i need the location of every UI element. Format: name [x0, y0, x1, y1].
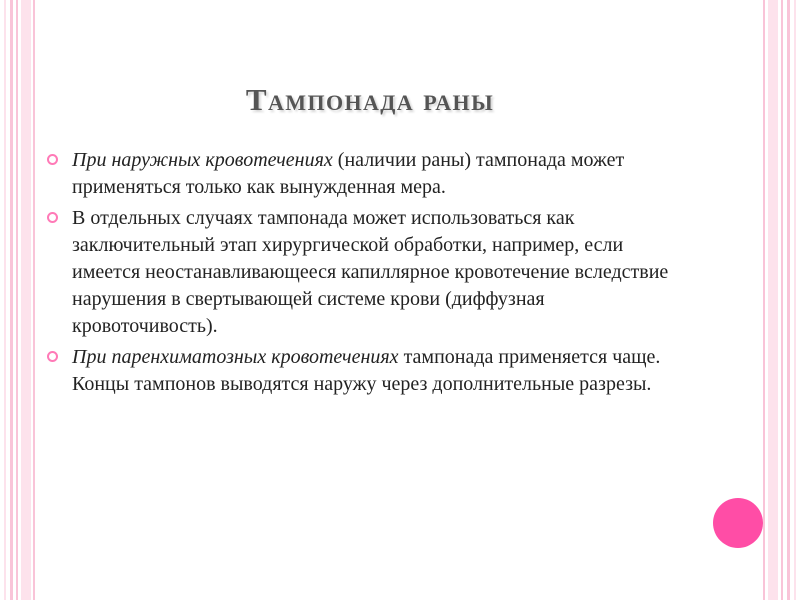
bullet-italic-text: При паренхиматозных кровотечениях: [72, 346, 399, 368]
bullet-item: [46, 205, 686, 340]
bullet-marker-icon: [47, 154, 58, 165]
right-decorative-border: [760, 0, 800, 600]
slide-title-text: Тампонада раны: [245, 82, 495, 117]
bullet-item: [46, 147, 686, 201]
bullet-text: тампонада применяется чаще. Концы тампонов выводятся наружу через дополнительные разрезы.: [72, 346, 661, 395]
decorative-pink-circle: [713, 498, 763, 548]
bullet-text: (наличии раны) тампонада может применяться только как вынужденная мера.: [72, 149, 625, 198]
bullet-item: [46, 344, 686, 398]
slide-title: [0, 82, 740, 118]
bullet-text: В отдельных случаях тампонада может использоваться как заключительный этап хирургической обработки, например, если имеется неостанавливающееся капиллярное кровотечение вследствие нарушения в свертывающей системе крови (диффузная кровоточивость).: [72, 207, 669, 337]
bullet-marker-icon: [47, 351, 58, 362]
bullet-list: [46, 147, 686, 402]
bullet-marker-icon: [47, 212, 58, 223]
bullet-italic-text: При наружных кровотечениях: [72, 149, 333, 171]
